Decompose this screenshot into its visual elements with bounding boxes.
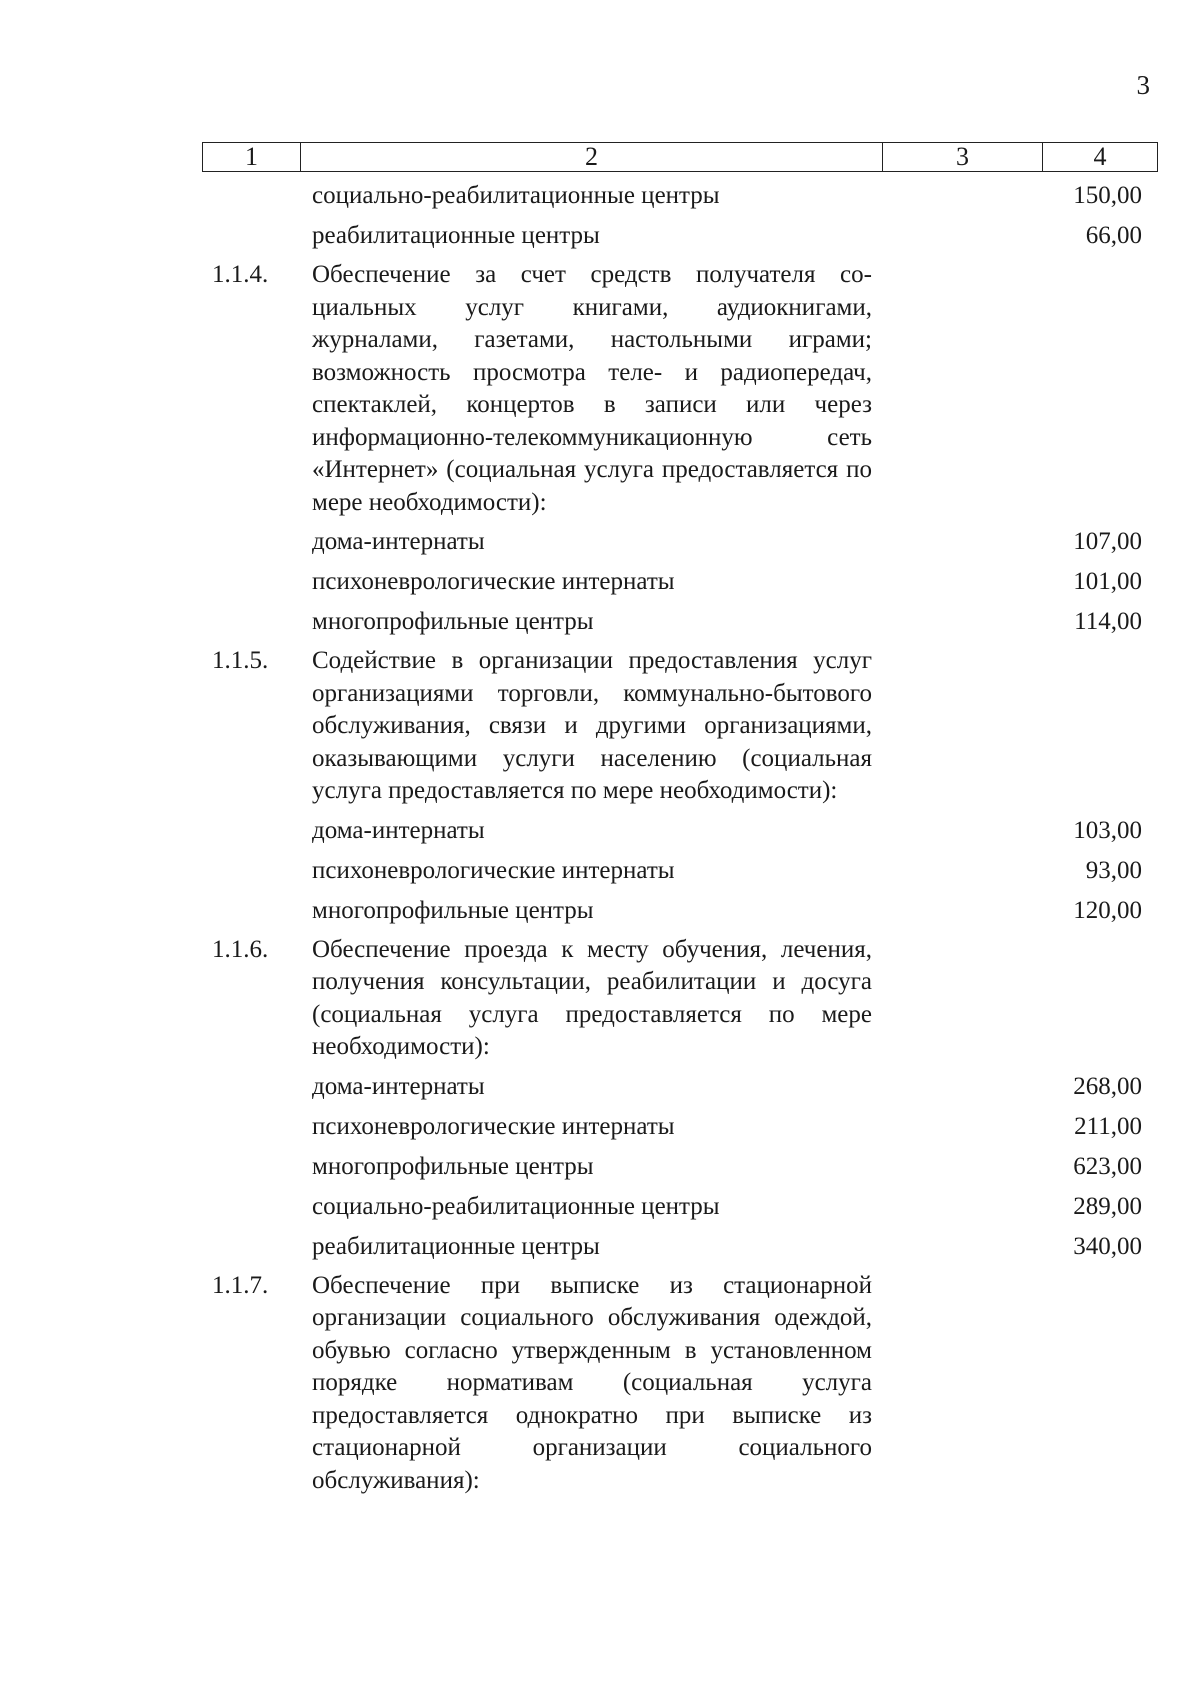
column-header-table — [202, 142, 1158, 172]
list-item — [202, 891, 1142, 931]
item-label: многопрофильные центры — [312, 1152, 594, 1180]
item-value: 211,00 — [1074, 1112, 1142, 1140]
item-value: 114,00 — [1074, 608, 1142, 635]
list-item — [202, 1227, 1142, 1267]
section-description: Содействие в организации предоставления услуг организациями торговли, коммунально-бытового обслуживания, связи и другими организациями, оказывающими услуги населению (социальная услуга предоставляется по мере необходимости): — [312, 647, 872, 804]
section-description: Обеспечение за счет средств получателя социальных услуг книгами, аудиокнигами, журналами, газетами, настольными играми; возможность просмотра теле- и радиопередач, спектаклей, концертов в записи или через информационно-телекоммуникационную сеть «Интернет» (социальная услуга предоставляется по мере необходимости): — [312, 261, 872, 516]
column-header-row — [203, 143, 1158, 172]
item-value: 150,00 — [1073, 182, 1142, 209]
item-value: 103,00 — [1073, 816, 1142, 844]
section-number: 1.1.7. — [212, 1271, 269, 1299]
column-header-1: 1 — [203, 143, 301, 172]
item-value: 340,00 — [1073, 1232, 1142, 1260]
list-item — [202, 602, 1142, 642]
item-label: реабилитационные центры — [312, 1232, 600, 1260]
list-item — [202, 176, 1142, 216]
section-number: 1.1.6. — [212, 935, 269, 963]
section-1-1-7 — [202, 1267, 1142, 1501]
item-label: психоневрологические интернаты — [312, 568, 675, 595]
section-description: Обеспечение проезда к месту обучения, лечения, получения консультации, реабилитации и досуга (социальная услуга предоставляется по мере необходимости): — [312, 935, 872, 1060]
item-value: 289,00 — [1073, 1192, 1142, 1220]
item-value: 66,00 — [1085, 222, 1142, 249]
list-item — [202, 1067, 1142, 1107]
list-item — [202, 851, 1142, 891]
item-value: 120,00 — [1073, 896, 1142, 924]
item-label: реабилитационные центры — [312, 222, 600, 249]
item-label: многопрофильные центры — [312, 896, 594, 924]
item-label: психоневрологические интернаты — [312, 856, 675, 884]
item-value: 101,00 — [1073, 568, 1142, 595]
item-label: дома-интернаты — [312, 816, 485, 844]
section-number: 1.1.5. — [212, 647, 269, 674]
list-item — [202, 216, 1142, 256]
column-header-2: 2 — [301, 143, 883, 172]
column-header-3: 3 — [883, 143, 1043, 172]
list-item — [202, 1187, 1142, 1227]
list-item — [202, 811, 1142, 851]
item-label: психоневрологические интернаты — [312, 1112, 675, 1140]
section-number: 1.1.4. — [212, 261, 269, 288]
item-label: дома-интернаты — [312, 528, 485, 555]
section-1-1-6 — [202, 931, 1142, 1067]
list-item — [202, 1107, 1142, 1147]
list-item — [202, 1147, 1142, 1187]
list-item — [202, 562, 1142, 602]
section-1-1-4 — [202, 256, 1142, 522]
item-label: социально-реабилитационные центры — [312, 182, 720, 209]
item-value: 268,00 — [1073, 1072, 1142, 1100]
item-value: 107,00 — [1073, 528, 1142, 555]
column-header-4: 4 — [1043, 143, 1158, 172]
item-label: дома-интернаты — [312, 1072, 485, 1100]
section-description: Обеспечение при выписке из стационарной организации социального обслуживания одеждой, обувью согласно утвержденным в установленном порядке нормативам (социальная услуга предоставляется однократно при выписке из стационарной организации социального обслуживания): — [312, 1271, 872, 1494]
tariff-list — [202, 176, 1142, 1500]
item-label: социально-реабилитационные центры — [312, 1192, 720, 1220]
item-value: 93,00 — [1085, 856, 1142, 884]
section-1-1-5 — [202, 642, 1142, 811]
page-number: 3 — [1136, 70, 1150, 100]
item-value: 623,00 — [1073, 1152, 1142, 1180]
item-label: многопрофильные центры — [312, 608, 594, 635]
list-item — [202, 522, 1142, 562]
